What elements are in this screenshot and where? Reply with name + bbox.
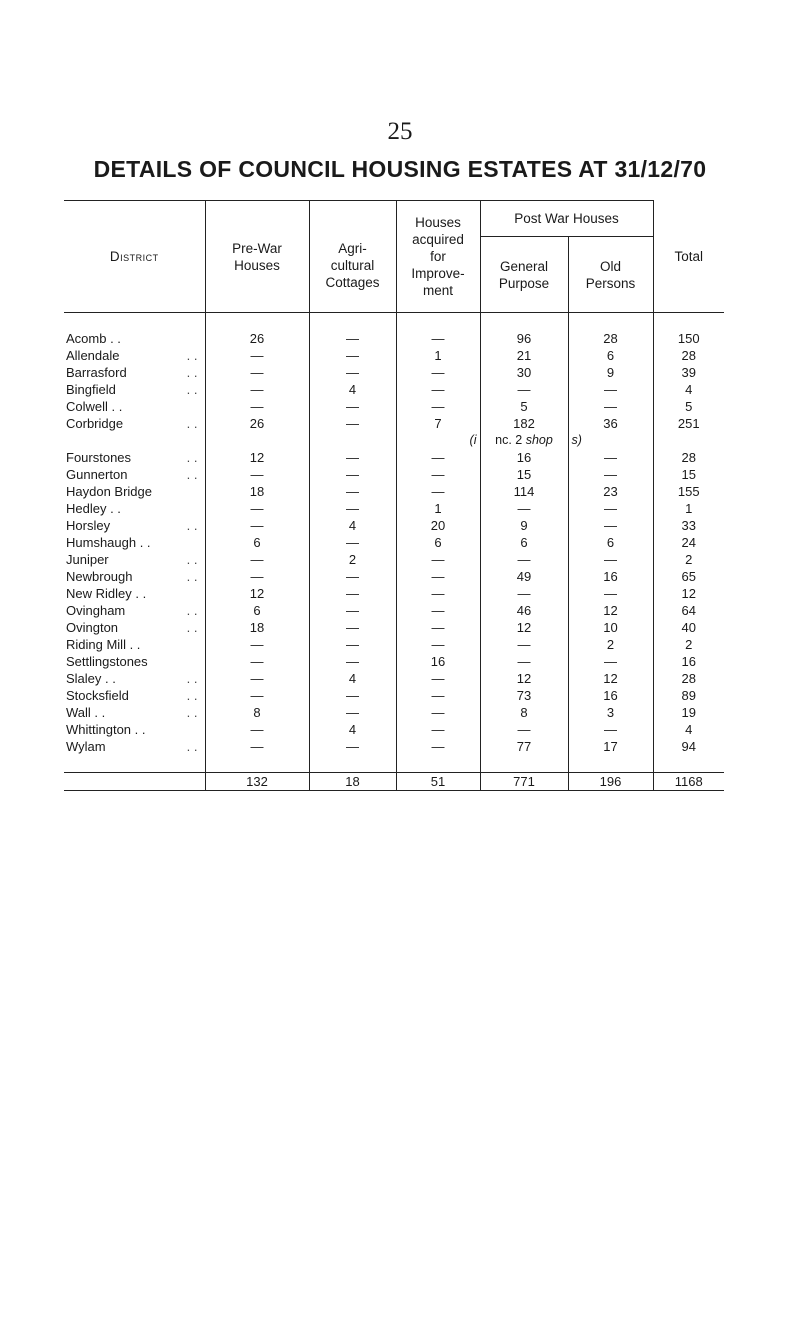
district-name: Ovingham	[66, 603, 126, 618]
table-row	[64, 738, 724, 755]
agricultural-cell: —	[309, 534, 396, 551]
general-purpose-cell: 15	[480, 466, 568, 483]
pre-war-cell: 6	[205, 602, 309, 619]
table-row	[64, 500, 724, 517]
district-cell	[64, 398, 205, 415]
leader-dots: . .	[186, 569, 198, 584]
general-purpose-cell: 16	[480, 449, 568, 466]
total-cell: 5	[653, 398, 724, 415]
general-purpose-cell: —	[480, 551, 568, 568]
agricultural-cell: —	[309, 415, 396, 432]
old-persons-cell: —	[604, 518, 617, 533]
leader-dots: . .	[186, 450, 198, 465]
agricultural-cell: —	[309, 585, 396, 602]
total-cell: 1	[653, 500, 724, 517]
pre-war-cell: —	[205, 347, 309, 364]
table-row	[64, 602, 724, 619]
acquired-cell: —	[396, 364, 480, 381]
totals-label-cell	[64, 773, 205, 791]
agricultural-cell: 4	[309, 721, 396, 738]
leader-dots: . .	[186, 603, 198, 618]
acquired-cell: —	[396, 449, 480, 466]
leader-dots: . .	[186, 688, 198, 703]
district-cell	[64, 687, 205, 704]
agricultural-cell: —	[309, 568, 396, 585]
district-cell	[64, 738, 205, 755]
acquired-cell: —	[396, 585, 480, 602]
acquired-cell: —	[396, 619, 480, 636]
old-persons-cell: —	[604, 382, 617, 397]
table-row	[64, 517, 724, 534]
district-cell	[64, 347, 205, 364]
old-persons-cell: 9	[606, 365, 615, 380]
agricultural-cell: —	[309, 602, 396, 619]
agricultural-cell: —	[309, 500, 396, 517]
total-cell: 251	[653, 415, 724, 432]
total-cell: 16	[653, 653, 724, 670]
leader-dots: . .	[186, 467, 198, 482]
total-cell: 89	[653, 687, 724, 704]
old-persons-cell: 16	[603, 688, 618, 703]
acquired-cell: —	[396, 738, 480, 755]
general-purpose-header: General Purpose	[480, 237, 568, 313]
district-cell	[64, 466, 205, 483]
table-row	[64, 534, 724, 551]
general-purpose-cell: 73	[480, 687, 568, 704]
district-cell	[64, 670, 205, 687]
old-persons-cell: —	[604, 586, 617, 601]
old-persons-cell: —	[604, 467, 617, 482]
district-name: Settlingstones	[66, 654, 148, 669]
pre-war-cell: —	[205, 636, 309, 653]
district-name: Stocksfield	[66, 688, 129, 703]
page-number: 25	[387, 118, 413, 145]
pre-war-cell: 6	[205, 534, 309, 551]
table-body	[64, 313, 724, 773]
general-purpose-cell: —	[480, 721, 568, 738]
agricultural-cell: —	[309, 449, 396, 466]
old-persons-cell: 6	[606, 535, 615, 550]
table-row	[64, 398, 724, 415]
note-mid: nc. 2 shop	[480, 432, 568, 449]
district-cell	[64, 364, 205, 381]
district-name: Wall . .	[66, 705, 106, 720]
old-persons-cell: —	[604, 722, 617, 737]
total-general-purpose: 771	[480, 773, 568, 791]
total-cell: 40	[653, 619, 724, 636]
agricultural-cell: 4	[309, 670, 396, 687]
old-persons-cell: 12	[603, 603, 618, 618]
total-cell: 24	[653, 534, 724, 551]
pre-war-cell: —	[205, 670, 309, 687]
acquired-cell: 1	[396, 347, 480, 364]
table-row	[64, 466, 724, 483]
district-name: Bingfield	[66, 382, 116, 397]
agricultural-cell: —	[309, 330, 396, 347]
district-name: Corbridge	[66, 416, 124, 431]
table-row	[64, 619, 724, 636]
general-purpose-cell: 9	[480, 517, 568, 534]
old-persons-cell: —	[604, 654, 617, 669]
district-name: Newbrough	[66, 569, 133, 584]
leader-dots: . .	[186, 518, 198, 533]
pre-war-cell: —	[205, 398, 309, 415]
total-header: Total	[653, 201, 724, 313]
pre-war-cell: —	[205, 381, 309, 398]
pre-war-cell: 8	[205, 704, 309, 721]
old-persons-cell: —	[604, 501, 617, 516]
pre-war-cell: 26	[205, 415, 309, 432]
old-persons-cell: —	[604, 399, 617, 414]
district-name: Juniper	[66, 552, 109, 567]
pre-war-cell: —	[205, 721, 309, 738]
general-purpose-cell: 77	[480, 738, 568, 755]
total-cell: 28	[653, 449, 724, 466]
agricultural-cell: —	[309, 364, 396, 381]
total-cell: 28	[653, 670, 724, 687]
general-purpose-cell: —	[480, 636, 568, 653]
district-name: Haydon Bridge	[66, 484, 152, 499]
table-row	[64, 568, 724, 585]
total-cell: 4	[653, 721, 724, 738]
total-cell: 155	[653, 483, 724, 500]
pre-war-cell: 12	[205, 585, 309, 602]
acquired-cell: —	[396, 568, 480, 585]
leader-dots: . .	[186, 705, 198, 720]
agricultural-cell: —	[309, 347, 396, 364]
acquired-cell: —	[396, 483, 480, 500]
old-persons-cell: 36	[603, 416, 618, 431]
general-purpose-cell: 12	[480, 670, 568, 687]
acquired-cell: —	[396, 466, 480, 483]
old-persons-cell: 6	[606, 348, 615, 363]
old-persons-cell: 3	[606, 705, 615, 720]
acquired-cell: 6	[396, 534, 480, 551]
table-row	[64, 449, 724, 466]
acquired-cell: —	[396, 670, 480, 687]
general-purpose-cell: 21	[480, 347, 568, 364]
table-row	[64, 364, 724, 381]
acquired-cell: 20	[396, 517, 480, 534]
district-cell	[64, 534, 205, 551]
general-purpose-cell: 6	[480, 534, 568, 551]
acquired-cell: —	[396, 602, 480, 619]
old-persons-cell: —	[604, 450, 617, 465]
total-cell: 2	[653, 636, 724, 653]
district-header: District	[64, 201, 205, 313]
table-row	[64, 653, 724, 670]
pre-war-header: Pre-War Houses	[205, 201, 309, 313]
total-acquired: 51	[396, 773, 480, 791]
acquired-cell: 16	[396, 653, 480, 670]
housing-table	[64, 200, 724, 791]
pre-war-cell: 18	[205, 483, 309, 500]
old-persons-cell: 10	[603, 620, 618, 635]
district-name: Slaley . .	[66, 671, 116, 686]
total-cell: 94	[653, 738, 724, 755]
district-cell	[64, 653, 205, 670]
district-cell	[64, 585, 205, 602]
table-row	[64, 347, 724, 364]
total-cell: 28	[653, 347, 724, 364]
leader-dots: . .	[186, 552, 198, 567]
district-cell	[64, 330, 205, 347]
district-name: Riding Mill . .	[66, 637, 141, 652]
general-purpose-cell: 114	[480, 483, 568, 500]
acquired-cell: —	[396, 704, 480, 721]
agricultural-cell: —	[309, 466, 396, 483]
district-name: Gunnerton	[66, 467, 128, 482]
table-row	[64, 585, 724, 602]
post-war-header: Post War Houses	[480, 201, 653, 237]
acquired-cell: —	[396, 398, 480, 415]
old-persons-cell: 28	[603, 331, 618, 346]
acquired-cell: —	[396, 636, 480, 653]
district-cell	[64, 500, 205, 517]
old-persons-cell: 23	[603, 484, 618, 499]
district-name: New Ridley . .	[66, 586, 147, 601]
total-cell: 150	[653, 330, 724, 347]
leader-dots: . .	[186, 620, 198, 635]
district-name: Acomb . .	[66, 331, 121, 346]
district-cell	[64, 619, 205, 636]
agricultural-cell: —	[309, 619, 396, 636]
page-title: DETAILS OF COUNCIL HOUSING ESTATES AT 31/12/70	[93, 156, 707, 182]
district-cell	[64, 568, 205, 585]
district-name: Allendale	[66, 348, 120, 363]
agricultural-cell: 4	[309, 517, 396, 534]
pre-war-cell: —	[205, 551, 309, 568]
pre-war-cell: 12	[205, 449, 309, 466]
general-purpose-cell: 49	[480, 568, 568, 585]
agricultural-cell: —	[309, 483, 396, 500]
pre-war-cell: —	[205, 517, 309, 534]
pre-war-cell: —	[205, 466, 309, 483]
table-row	[64, 704, 724, 721]
old-persons-cell: 17	[603, 739, 618, 754]
general-purpose-cell: —	[480, 381, 568, 398]
table-row	[64, 636, 724, 653]
total-cell: 2	[653, 551, 724, 568]
total-cell: 39	[653, 364, 724, 381]
district-name: Horsley	[66, 518, 111, 533]
district-cell	[64, 551, 205, 568]
general-purpose-cell: 182	[480, 415, 568, 432]
agricultural-cell: —	[309, 653, 396, 670]
district-cell	[64, 517, 205, 534]
old-persons-cell: 12	[603, 671, 618, 686]
acquired-cell: —	[396, 381, 480, 398]
table-row	[64, 381, 724, 398]
district-name: Ovington	[66, 620, 119, 635]
general-purpose-cell: 46	[480, 602, 568, 619]
acquired-cell: 7	[396, 415, 480, 432]
district-cell	[64, 483, 205, 500]
corbridge-note-row	[64, 432, 724, 449]
general-purpose-cell: 8	[480, 704, 568, 721]
district-cell	[64, 449, 205, 466]
agricultural-cottages-header: Agri- cultural Cottages	[309, 201, 396, 313]
acquired-improvement-header: Houses acquired for Improve- ment	[396, 201, 480, 313]
pre-war-cell: 26	[205, 330, 309, 347]
pre-war-cell: —	[205, 738, 309, 755]
total-cell: 15	[653, 466, 724, 483]
general-purpose-cell: 5	[480, 398, 568, 415]
pre-war-cell: —	[205, 568, 309, 585]
district-name: Fourstones	[66, 450, 132, 465]
total-agricultural: 18	[309, 773, 396, 791]
table-row	[64, 551, 724, 568]
pre-war-cell: —	[205, 500, 309, 517]
total-old-persons: 196	[568, 773, 653, 791]
leader-dots: . .	[186, 382, 198, 397]
district-cell	[64, 704, 205, 721]
old-persons-header: Old Persons	[568, 237, 653, 313]
total-cell: 19	[653, 704, 724, 721]
acquired-cell: —	[396, 330, 480, 347]
general-purpose-cell: 96	[480, 330, 568, 347]
table-row	[64, 415, 724, 432]
total-cell: 65	[653, 568, 724, 585]
agricultural-cell: 4	[309, 381, 396, 398]
leader-dots: . .	[186, 739, 198, 754]
agricultural-cell: —	[309, 704, 396, 721]
district-name: Humshaugh . .	[66, 535, 151, 550]
pre-war-cell: 18	[205, 619, 309, 636]
grand-total: 1168	[653, 773, 724, 791]
agricultural-cell: —	[309, 738, 396, 755]
district-cell	[64, 415, 205, 432]
district-name: Barrasford	[66, 365, 127, 380]
pre-war-cell: —	[205, 687, 309, 704]
leader-dots: . .	[186, 671, 198, 686]
agricultural-cell: —	[309, 636, 396, 653]
pre-war-cell: —	[205, 653, 309, 670]
district-name: Wylam	[66, 739, 106, 754]
leader-dots: . .	[186, 365, 198, 380]
old-persons-cell: 2	[606, 637, 615, 652]
total-cell: 33	[653, 517, 724, 534]
table-row	[64, 687, 724, 704]
general-purpose-cell: —	[480, 500, 568, 517]
table-row	[64, 330, 724, 347]
total-cell: 64	[653, 602, 724, 619]
table-row	[64, 483, 724, 500]
district-cell	[64, 721, 205, 738]
general-purpose-cell: 12	[480, 619, 568, 636]
general-purpose-cell: —	[480, 585, 568, 602]
district-name: Hedley . .	[66, 501, 121, 516]
acquired-cell: —	[396, 551, 480, 568]
table-row	[64, 670, 724, 687]
district-cell	[64, 381, 205, 398]
total-pre-war: 132	[205, 773, 309, 791]
district-cell	[64, 602, 205, 619]
old-persons-cell: 16	[603, 569, 618, 584]
district-cell	[64, 636, 205, 653]
general-purpose-cell: —	[480, 653, 568, 670]
leader-dots: . .	[186, 348, 198, 363]
district-name: Colwell . .	[66, 399, 123, 414]
agricultural-cell: —	[309, 398, 396, 415]
general-purpose-cell: 30	[480, 364, 568, 381]
acquired-cell: —	[396, 721, 480, 738]
pre-war-cell: —	[205, 364, 309, 381]
agricultural-cell: 2	[309, 551, 396, 568]
leader-dots: . .	[186, 416, 198, 431]
old-persons-cell: —	[604, 552, 617, 567]
acquired-cell: 1	[396, 500, 480, 517]
totals-row	[64, 773, 724, 791]
total-cell: 12	[653, 585, 724, 602]
total-cell: 4	[653, 381, 724, 398]
note-open: (i	[396, 432, 480, 449]
table-row	[64, 721, 724, 738]
agricultural-cell: —	[309, 687, 396, 704]
acquired-cell: —	[396, 687, 480, 704]
district-name: Whittington . .	[66, 722, 146, 737]
note-close: s)	[571, 433, 582, 447]
